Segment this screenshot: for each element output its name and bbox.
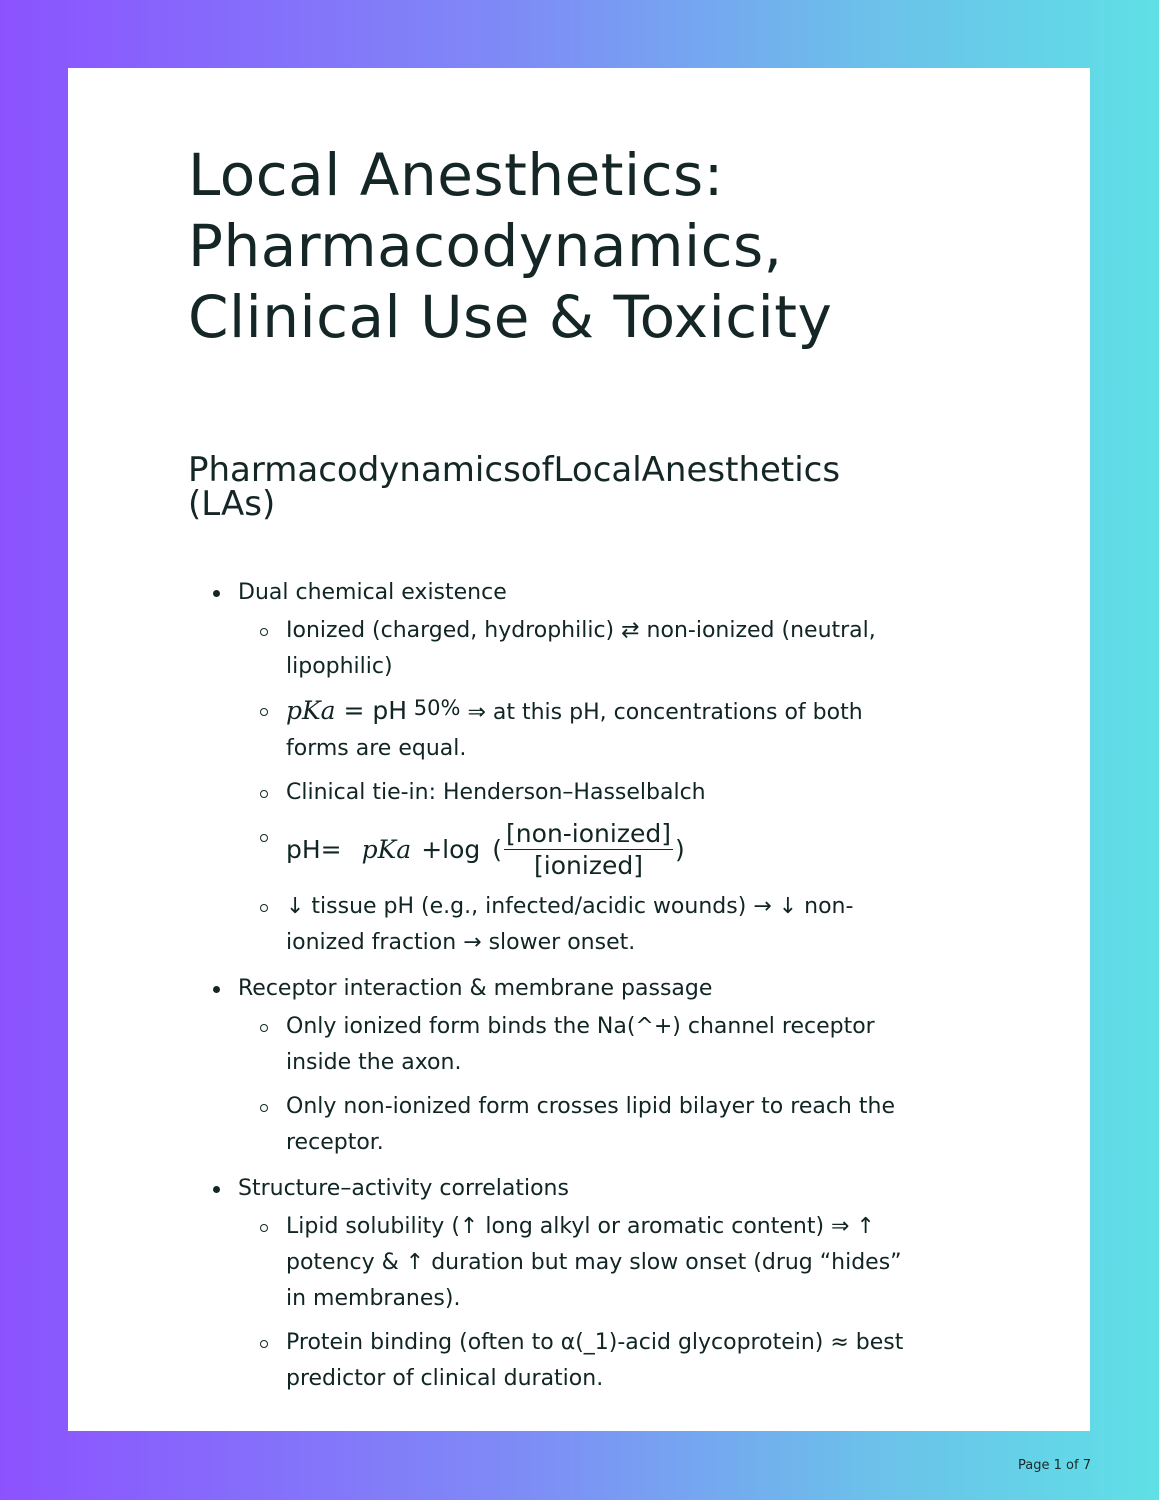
- sub-list-item-pka: [238, 693, 908, 767]
- page-number: Page 1 of 7: [1018, 1458, 1091, 1473]
- list-item-label: Receptor interaction & membrane passage: [238, 976, 713, 1001]
- sub-list-item: Ionized (charged, hydrophilic) ⇄ non-ionized (neutral, lipophilic): [238, 613, 908, 685]
- sub-list-item: Only non-ionized form crosses lipid bilayer to reach the receptor.: [238, 1089, 908, 1161]
- list-item-label: Dual chemical existence: [238, 580, 507, 605]
- henderson-hasselbalch-equation: [286, 819, 908, 881]
- sub-list-item: Clinical tie-in: Henderson–Hasselbalch: [238, 775, 908, 811]
- sub-list-item: Protein binding (often to α(_1)-acid glycoprotein) ≈ best predictor of clinical duration.: [238, 1325, 908, 1397]
- sub-list-item: ↓ tissue pH (e.g., infected/acidic wounds) → ↓ non-ionized fraction → slower onset.: [238, 889, 908, 961]
- document-content: [188, 140, 908, 1407]
- sub-list-item: Lipid solubility (↑ long alkyl or aromatic content) ⇒ ↑ potency & ↑ duration but may slow onset (drug “hides” in membranes).: [238, 1209, 908, 1317]
- title-line-3: Clinical Use & Toxicity: [188, 283, 833, 351]
- pka-symbol: pKa: [286, 696, 336, 725]
- fraction-denominator: [ionized]: [534, 850, 643, 880]
- sub-list-item: Only ionized form binds the Na(^+) channel receptor inside the axon.: [238, 1009, 908, 1081]
- title-line-2: Pharmacodynamics,: [188, 212, 783, 280]
- pka-explanation: ⇒ at this pH, concentrations of both forms are equal.: [286, 700, 863, 761]
- list-item-label: Structure–activity correlations: [238, 1176, 569, 1201]
- list-item: [188, 575, 908, 961]
- list-item: [188, 971, 908, 1161]
- bullet-list: [188, 575, 908, 1397]
- document-page: [68, 68, 1090, 1431]
- equation-open-paren: (: [492, 835, 503, 864]
- equation-close-paren: ): [674, 835, 685, 864]
- equation-fraction: [504, 819, 673, 882]
- pka-percent: 50%: [407, 696, 461, 720]
- sub-bullet-list: [238, 613, 908, 961]
- sub-list-item-equation: [238, 819, 908, 881]
- equation-ph: pH=: [286, 835, 342, 864]
- equation-log: +log: [421, 835, 481, 864]
- document-title: [188, 140, 908, 353]
- list-item: [188, 1171, 908, 1397]
- equation-pka: pKa: [361, 835, 412, 864]
- sub-bullet-list: [238, 1209, 908, 1397]
- section-heading: PharmacodynamicsofLocalAnesthetics (LAs): [188, 450, 841, 524]
- pka-equals-ph: = pH: [335, 696, 408, 725]
- sub-bullet-list: [238, 1009, 908, 1161]
- title-line-1: Local Anesthetics:: [188, 141, 724, 209]
- fraction-numerator: [non-ionized]: [506, 818, 671, 848]
